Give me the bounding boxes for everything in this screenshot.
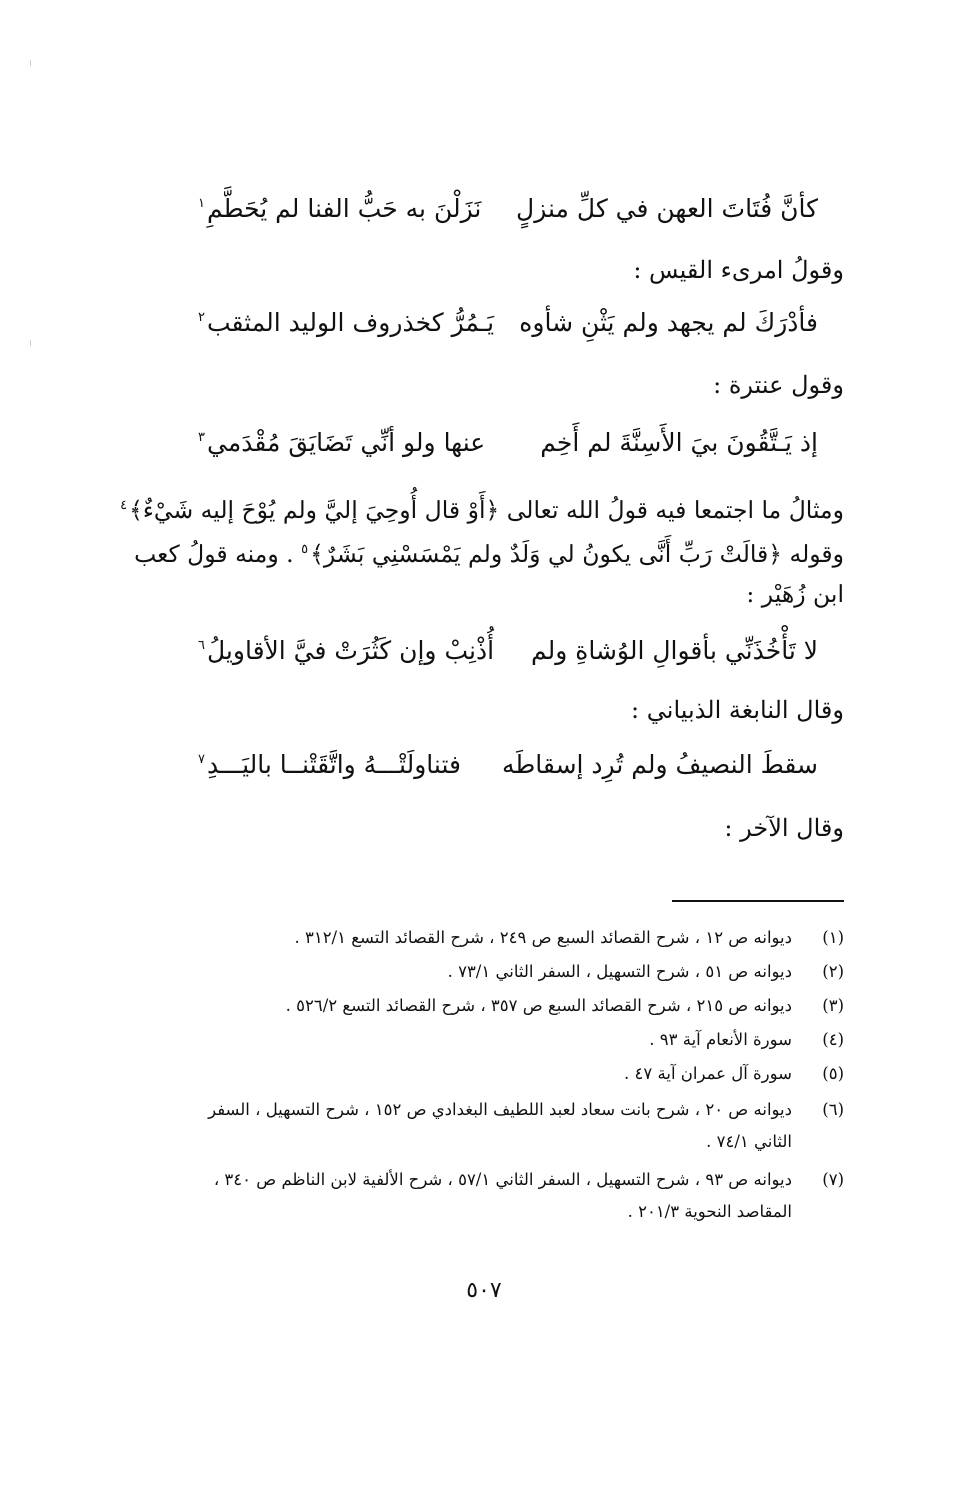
poet-intro: وقولُ امرىء القيس : <box>633 256 844 284</box>
verse-hemistich-text: أُذْنِبْ وإن كَثُرَتْ فيَّ الأقاويلُ <box>206 635 495 665</box>
footnote-line: ديوانه ص ٢٠ ، شرح بانت سعاد لعبد اللطيف البغدادي ص ١٥٢ ، شرح التسهيل ، السفر <box>208 1100 792 1119</box>
footnote-ref: ٦ <box>198 638 205 654</box>
footnote-line: سورة آل عمران آية ٤٧ . <box>624 1064 792 1083</box>
paragraph-line <box>134 530 844 574</box>
paragraph-text: . ومنه قولُ كعب <box>134 539 294 568</box>
footnote-text <box>164 1094 792 1158</box>
footnote <box>164 990 844 1022</box>
footnote-number: (٧) <box>822 1170 844 1189</box>
footnote-line: ديوانه ص ٢١٥ ، شرح القصائد السبع ص ٣٥٧ ، شرح القصائد التسع ٥٢٦/٢ . <box>285 996 792 1015</box>
paragraph-text: وقوله ﴿قالَتْ رَبِّ أَنَّى يكونُ لي وَلَدٌ ولم يَمْسَسْنِي بَشَرٌ﴾ <box>310 539 844 568</box>
footnote-ref: ٣ <box>198 430 205 446</box>
poet-intro: وقال النابغة الذبياني : <box>631 696 844 724</box>
verse-hemistich-text: عنها ولو أنِّي تَضَايَقَ مُقْدَمي <box>206 427 486 457</box>
footnote <box>164 1164 844 1228</box>
scan-gutter-mark <box>30 340 31 346</box>
verse-hemistich-second <box>198 750 461 779</box>
footnote-number: (٣) <box>822 996 844 1015</box>
footnote-line: الثاني ٧٤/١ . <box>706 1132 792 1151</box>
footnote <box>164 1058 844 1090</box>
paragraph-line <box>120 486 844 530</box>
footnote-text <box>164 1164 792 1228</box>
verse-line <box>198 742 818 786</box>
footnote-separator <box>672 900 844 902</box>
poet-intro: وقول عنترة : <box>713 371 844 399</box>
footnote-text <box>164 922 792 954</box>
paragraph-line: ابن زُهَيْر : <box>746 579 844 608</box>
verse-hemistich-second <box>198 308 494 337</box>
footnote-number: (٦) <box>822 1100 844 1119</box>
footnote-text <box>164 990 792 1022</box>
footnote-number: (١) <box>822 928 844 947</box>
footnote-line: المقاصد النحوية ٢٠١/٣ . <box>627 1202 792 1221</box>
footnote-line: ديوانه ص ١٢ ، شرح القصائد السبع ص ٢٤٩ ، شرح القصائد التسع ٣١٢/١ . <box>294 928 792 947</box>
verse-line <box>198 186 818 230</box>
footnote <box>164 1024 844 1056</box>
footnote <box>164 1094 844 1158</box>
verse-hemistich-text: فتناولَتْـــهُ واتَّقَتْنــا باليَـــدِ <box>206 749 461 779</box>
paragraph-text: ومثالُ ما اجتمعا فيه قولُ الله تعالى ﴿أَوْ قال أُوحِيَ إليَّ ولم يُوْحَ إليه شَيْءٌ﴾ <box>129 495 844 524</box>
scan-gutter-mark <box>30 60 31 66</box>
poet-intro: وقال الآخر : <box>724 814 844 842</box>
verse-hemistich-second <box>198 194 481 223</box>
verse-line <box>198 300 818 344</box>
footnote-line: سورة الأنعام آية ٩٣ . <box>649 1030 792 1049</box>
footnote-line: ديوانه ص ٥١ ، شرح التسهيل ، السفر الثاني ٧٣/١ . <box>447 962 792 981</box>
footnote-text <box>164 956 792 988</box>
footnote-text <box>164 1058 792 1090</box>
footnote-ref: ١ <box>198 196 205 212</box>
verse-hemistich-first: إذ يَـتَّقُونَ بيَ الأَسِنَّةَ لم أَخِم <box>540 427 818 457</box>
verse-hemistich-text: نَزَلْنَ به حَبُّ الفنا لم يُحَطَّمِ <box>206 193 482 223</box>
verse-line <box>198 628 818 672</box>
footnote-number: (٢) <box>822 962 844 981</box>
prose-paragraph <box>120 486 844 614</box>
verse-line <box>198 420 818 464</box>
verse-hemistich-second <box>198 428 485 457</box>
verse-hemistich-first: سقطَ النصيفُ ولم تُرِد إسقاطَه <box>502 749 818 779</box>
footnote-ref: ٤ <box>120 498 128 513</box>
footnote-ref: ٢ <box>198 310 205 326</box>
footnote-ref: ٥ <box>301 541 309 557</box>
footnote-number: (٤) <box>822 1030 844 1049</box>
footnote <box>164 922 844 954</box>
footnote-number: (٥) <box>822 1064 844 1083</box>
footnote <box>164 956 844 988</box>
verse-hemistich-first: فأدْرَكَ لم يجهد ولم يَثْنِ شأوه <box>519 307 818 337</box>
page-number: ٥٠٧ <box>466 1278 502 1303</box>
verse-hemistich-first: كأنَّ فُتَاتَ العهن في كلِّ منزلٍ <box>516 193 818 223</box>
footnote-line: ديوانه ص ٩٣ ، شرح التسهيل ، السفر الثاني ٥٧/١ ، شرح الألفية لابن الناظم ص ٣٤٠ ، <box>213 1170 792 1189</box>
footnote-text <box>164 1024 792 1056</box>
verse-hemistich-text: يَـمُرُّ كخذروف الوليد المثقب <box>206 307 495 337</box>
verse-hemistich-first: لا تَأْخُذَنِّي بأقوالِ الوُشاةِ ولم <box>530 635 818 665</box>
footnote-ref: ٧ <box>198 752 205 768</box>
verse-hemistich-second <box>198 636 494 665</box>
